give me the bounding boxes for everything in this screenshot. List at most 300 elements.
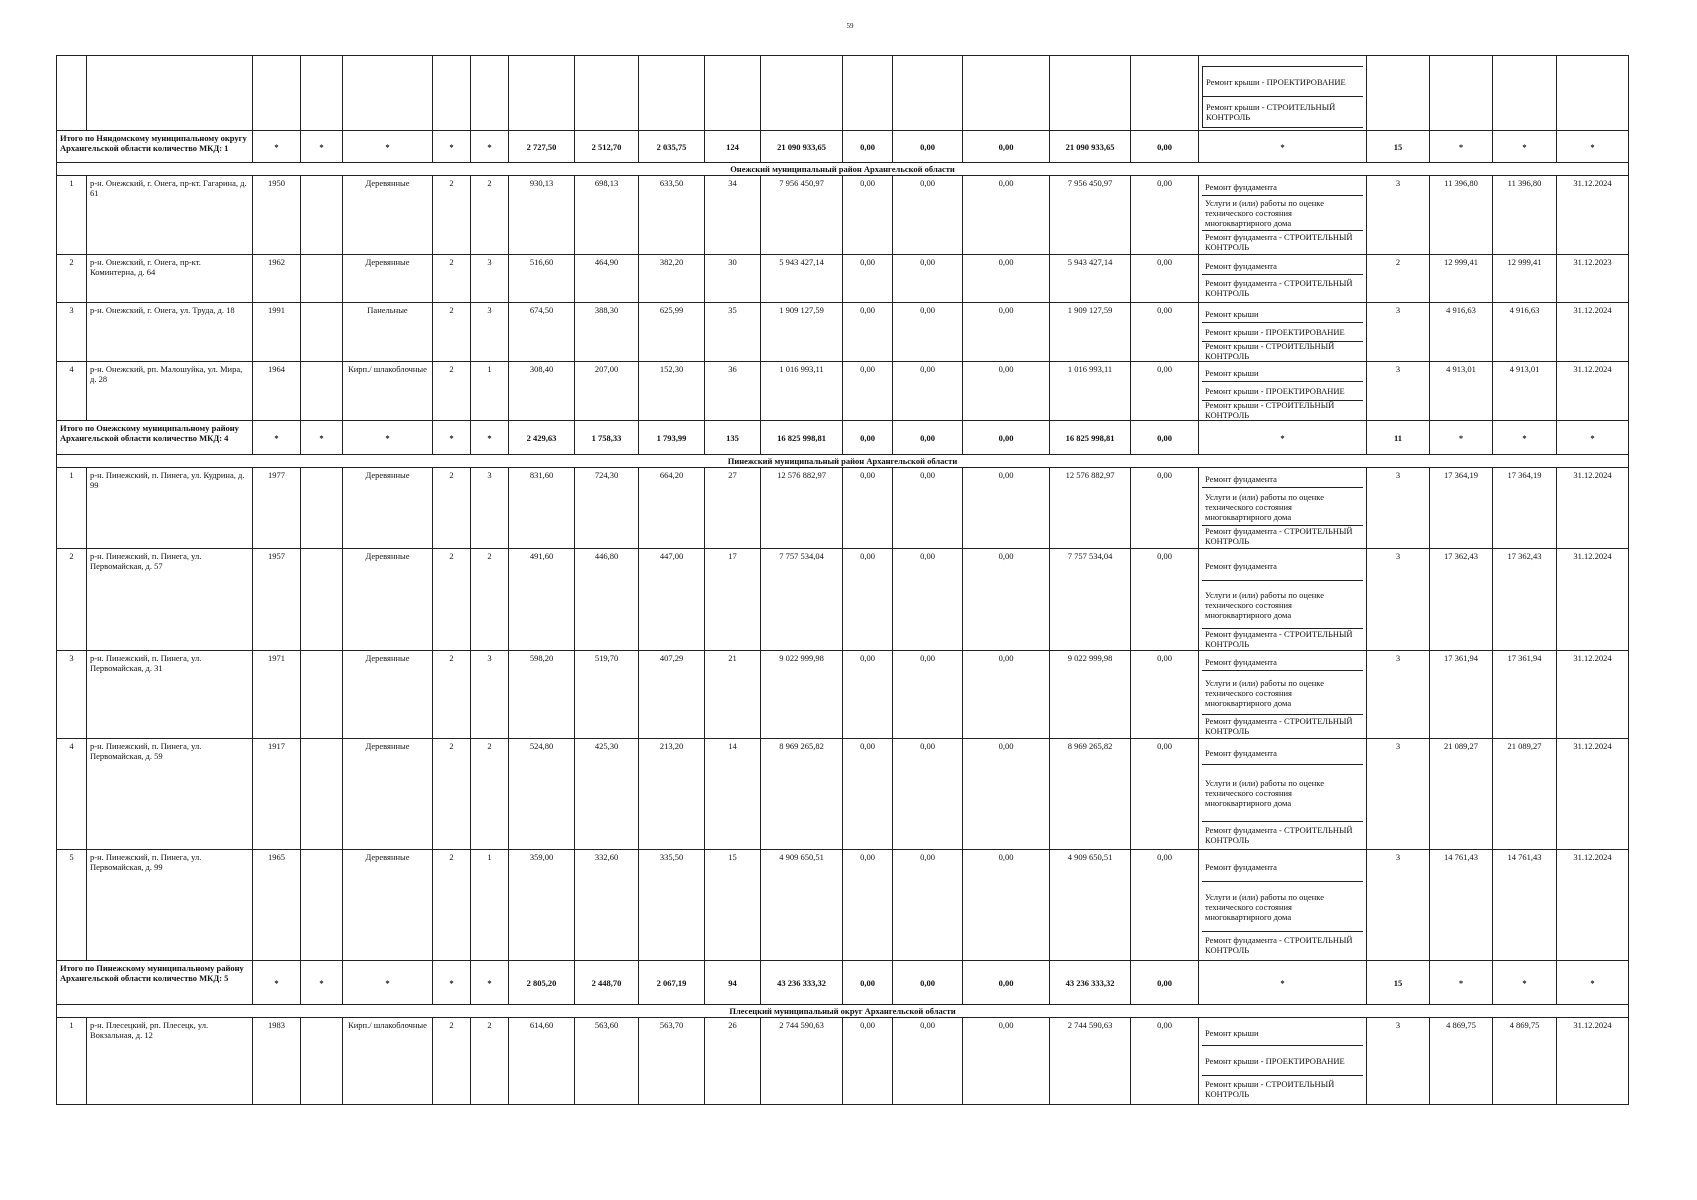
unit-cost: 12 999,41	[1430, 255, 1493, 303]
unit-cost: 21 089,27	[1430, 739, 1493, 850]
work-item: Ремонт фундамента - СТРОИТЕЛЬНЫЙ КОНТРОЛЬ	[1205, 824, 1353, 845]
wall-material: Кирп./ шлакоблочные	[343, 362, 433, 421]
empty-cell	[301, 255, 343, 303]
total-works: *	[1199, 421, 1367, 455]
total-star: *	[471, 421, 509, 455]
area-premises: 464,90	[575, 255, 639, 303]
works-cell	[1199, 850, 1367, 961]
total-area-premises: 1 758,33	[575, 421, 639, 455]
area-living: 335,50	[639, 850, 705, 961]
total-star: *	[1557, 131, 1629, 163]
f4: 7 956 450,97	[1050, 176, 1131, 255]
empty-cell	[1050, 56, 1131, 131]
total-count: 15	[1367, 961, 1430, 1005]
residents: 15	[705, 850, 761, 961]
total-residents: 135	[705, 421, 761, 455]
area-total: 491,60	[509, 549, 575, 651]
total-f4: 16 825 998,81	[1050, 421, 1131, 455]
completion-date: 31.12.2024	[1557, 303, 1629, 362]
f1: 0,00	[843, 468, 893, 549]
cost: 2 744 590,63	[761, 1018, 843, 1105]
work-item: Услуги и (или) работы по оценке технического состояния многоквартирного дома	[1202, 765, 1363, 822]
build-year: 1991	[253, 303, 301, 362]
f2: 0,00	[893, 549, 963, 651]
total-f3: 0,00	[963, 131, 1050, 163]
area-premises: 332,60	[575, 850, 639, 961]
works-cell	[1199, 549, 1367, 651]
unit-cost-limit: 17 361,94	[1493, 651, 1557, 739]
empty-cell	[1367, 56, 1430, 131]
area-living: 447,00	[639, 549, 705, 651]
f2: 0,00	[893, 303, 963, 362]
address: р-н. Пинежский, п. Пинега, ул. Первомайская, д. 57	[87, 549, 253, 651]
empty-cell	[57, 56, 87, 131]
entrances: 2	[471, 739, 509, 850]
f5: 0,00	[1131, 739, 1199, 850]
total-f5: 0,00	[1131, 421, 1199, 455]
completion-date: 31.12.2024	[1557, 850, 1629, 961]
f1: 0,00	[843, 303, 893, 362]
entrances: 1	[471, 362, 509, 421]
completion-date: 31.12.2024	[1557, 739, 1629, 850]
area-living: 152,30	[639, 362, 705, 421]
entrances: 2	[471, 176, 509, 255]
work-item: Ремонт крыши - ПРОЕКТИРОВАНИЕ	[1202, 1046, 1363, 1076]
wall-material: Деревянные	[343, 176, 433, 255]
total-f3: 0,00	[963, 961, 1050, 1005]
floors: 2	[433, 255, 471, 303]
unit-cost: 17 361,94	[1430, 651, 1493, 739]
area-living: 407,29	[639, 651, 705, 739]
f4: 5 943 427,14	[1050, 255, 1131, 303]
area-premises: 446,80	[575, 549, 639, 651]
section-header-row	[57, 1005, 1629, 1018]
works-cell	[1199, 303, 1367, 362]
works-count: 3	[1367, 1018, 1430, 1105]
f2: 0,00	[893, 1018, 963, 1105]
floors: 2	[433, 362, 471, 421]
area-total: 930,13	[509, 176, 575, 255]
f2: 0,00	[893, 255, 963, 303]
section-header-row	[57, 455, 1629, 468]
build-year: 1957	[253, 549, 301, 651]
works-list	[1202, 66, 1363, 128]
empty-cell	[509, 56, 575, 131]
empty-cell	[301, 651, 343, 739]
total-residents: 94	[705, 961, 761, 1005]
residents: 34	[705, 176, 761, 255]
f1: 0,00	[843, 176, 893, 255]
total-works: *	[1199, 131, 1367, 163]
row-number: 3	[57, 651, 87, 739]
total-star: *	[1493, 961, 1557, 1005]
works-count: 3	[1367, 468, 1430, 549]
area-premises: 563,60	[575, 1018, 639, 1105]
house-row	[57, 1018, 1629, 1105]
area-premises: 425,30	[575, 739, 639, 850]
empty-cell	[87, 56, 253, 131]
empty-cell	[301, 468, 343, 549]
f1: 0,00	[843, 651, 893, 739]
address: р-н. Онежский, рп. Малошуйка, ул. Мира, д. 28	[87, 362, 253, 421]
total-area-premises: 2 448,70	[575, 961, 639, 1005]
total-star: *	[1430, 421, 1493, 455]
works-count: 3	[1367, 850, 1430, 961]
total-f4: 21 090 933,65	[1050, 131, 1131, 163]
work-item: Ремонт фундамента	[1202, 852, 1363, 882]
total-row	[57, 961, 1629, 1005]
total-star: *	[1557, 961, 1629, 1005]
total-star: *	[1557, 421, 1629, 455]
house-row	[57, 549, 1629, 651]
entrances: 2	[471, 549, 509, 651]
f5: 0,00	[1131, 1018, 1199, 1105]
entrances: 2	[471, 1018, 509, 1105]
total-star: *	[471, 131, 509, 163]
works-cell	[1199, 651, 1367, 739]
entrances: 1	[471, 850, 509, 961]
cost: 7 757 534,04	[761, 549, 843, 651]
row-number: 3	[57, 303, 87, 362]
house-row	[57, 739, 1629, 850]
row-number: 5	[57, 850, 87, 961]
completion-date: 31.12.2024	[1557, 468, 1629, 549]
work-item: Услуги и (или) работы по оценке технического состояния многоквартирного дома	[1202, 196, 1363, 231]
cost: 12 576 882,97	[761, 468, 843, 549]
empty-cell	[471, 56, 509, 131]
row-number: 2	[57, 255, 87, 303]
empty-cell	[301, 1018, 343, 1105]
wall-material: Деревянные	[343, 739, 433, 850]
works-cell	[1199, 1018, 1367, 1105]
empty-cell	[1430, 56, 1493, 131]
build-year: 1962	[253, 255, 301, 303]
total-star: *	[433, 961, 471, 1005]
f1: 0,00	[843, 362, 893, 421]
unit-cost-limit: 12 999,41	[1493, 255, 1557, 303]
house-row	[57, 850, 1629, 961]
total-f1: 0,00	[843, 421, 893, 455]
total-area-premises: 2 512,70	[575, 131, 639, 163]
work-item: Ремонт крыши - СТРОИТЕЛЬНЫЙ КОНТРОЛЬ	[1205, 1079, 1335, 1099]
area-total: 308,40	[509, 362, 575, 421]
f1: 0,00	[843, 1018, 893, 1105]
f2: 0,00	[893, 362, 963, 421]
work-item: Услуги и (или) работы по оценке технического состояния многоквартирного дома	[1202, 488, 1363, 526]
total-label: Итого по Няндомскому муниципальному округу Архангельской области количество МКД: 1	[57, 131, 253, 163]
floors: 2	[433, 468, 471, 549]
total-f1: 0,00	[843, 961, 893, 1005]
works-count: 3	[1367, 362, 1430, 421]
area-total: 614,60	[509, 1018, 575, 1105]
area-living: 382,20	[639, 255, 705, 303]
total-star: *	[343, 961, 433, 1005]
residents: 27	[705, 468, 761, 549]
total-star: *	[471, 961, 509, 1005]
row-number: 4	[57, 739, 87, 850]
work-item: Ремонт крыши - СТРОИТЕЛЬНЫЙ КОНТРОЛЬ	[1205, 399, 1335, 420]
work-item: Услуги и (или) работы по оценке технического состояния многоквартирного дома	[1202, 581, 1363, 629]
f3: 0,00	[963, 468, 1050, 549]
f1: 0,00	[843, 549, 893, 651]
empty-cell	[301, 56, 343, 131]
section-header-row	[57, 163, 1629, 176]
entrances: 3	[471, 468, 509, 549]
area-total: 524,80	[509, 739, 575, 850]
unit-cost: 17 362,43	[1430, 549, 1493, 651]
area-living: 625,99	[639, 303, 705, 362]
work-item: Ремонт фундамента - СТРОИТЕЛЬНЫЙ КОНТРОЛЬ	[1205, 715, 1353, 736]
work-item: Ремонт крыши - СТРОИТЕЛЬНЫЙ КОНТРОЛЬ	[1206, 102, 1336, 122]
work-item: Ремонт крыши - СТРОИТЕЛЬНЫЙ КОНТРОЛЬ	[1205, 340, 1335, 361]
row-number: 4	[57, 362, 87, 421]
work-item: Ремонт фундамента	[1202, 470, 1363, 488]
build-year: 1971	[253, 651, 301, 739]
house-row	[57, 303, 1629, 362]
f3: 0,00	[963, 176, 1050, 255]
f5: 0,00	[1131, 468, 1199, 549]
total-star: *	[343, 131, 433, 163]
unit-cost: 4 869,75	[1430, 1018, 1493, 1105]
total-area-living: 2 035,75	[639, 131, 705, 163]
total-f2: 0,00	[893, 421, 963, 455]
f4: 7 757 534,04	[1050, 549, 1131, 651]
register-sheet	[56, 55, 1629, 1105]
work-item: Ремонт крыши - ПРОЕКТИРОВАНИЕ	[1203, 67, 1363, 97]
wall-material: Кирп./ шлакоблочные	[343, 1018, 433, 1105]
empty-cell	[301, 303, 343, 362]
f1: 0,00	[843, 850, 893, 961]
total-area-total: 2 805,20	[509, 961, 575, 1005]
area-total: 674,50	[509, 303, 575, 362]
row-number: 1	[57, 176, 87, 255]
house-row	[57, 362, 1629, 421]
total-row	[57, 131, 1629, 163]
page-number: 59	[846, 22, 854, 30]
total-f5: 0,00	[1131, 131, 1199, 163]
residents: 26	[705, 1018, 761, 1105]
work-item: Услуги и (или) работы по оценке технического состояния многоквартирного дома	[1202, 882, 1363, 932]
works-count: 3	[1367, 549, 1430, 651]
total-star: *	[1430, 961, 1493, 1005]
total-star: *	[253, 421, 301, 455]
total-star: *	[343, 421, 433, 455]
entrances: 3	[471, 651, 509, 739]
f4: 2 744 590,63	[1050, 1018, 1131, 1105]
unit-cost: 4 913,01	[1430, 362, 1493, 421]
f3: 0,00	[963, 1018, 1050, 1105]
build-year: 1965	[253, 850, 301, 961]
work-item: Ремонт фундамента - СТРОИТЕЛЬНЫЙ КОНТРОЛЬ	[1205, 628, 1353, 649]
house-row	[57, 255, 1629, 303]
residents: 17	[705, 549, 761, 651]
section-title: Плесецкий муниципальный округ Архангельской области	[57, 1005, 1629, 1018]
total-star: *	[253, 131, 301, 163]
total-cost: 43 236 333,32	[761, 961, 843, 1005]
works-count: 2	[1367, 255, 1430, 303]
unit-cost-limit: 21 089,27	[1493, 739, 1557, 850]
f1: 0,00	[843, 739, 893, 850]
unit-cost-limit: 17 364,19	[1493, 468, 1557, 549]
total-residents: 124	[705, 131, 761, 163]
area-total: 598,20	[509, 651, 575, 739]
total-star: *	[301, 961, 343, 1005]
address: р-н. Пинежский, п. Пинега, ул. Первомайская, д. 31	[87, 651, 253, 739]
unit-cost-limit: 14 761,43	[1493, 850, 1557, 961]
area-premises: 207,00	[575, 362, 639, 421]
f4: 4 909 650,51	[1050, 850, 1131, 961]
address: р-н. Пинежский, п. Пинега, ул. Первомайская, д. 59	[87, 739, 253, 850]
f3: 0,00	[963, 303, 1050, 362]
works-cell	[1199, 255, 1367, 303]
wall-material: Деревянные	[343, 651, 433, 739]
works-cell	[1199, 56, 1367, 131]
cost: 9 022 999,98	[761, 651, 843, 739]
empty-cell	[343, 56, 433, 131]
f1: 0,00	[843, 255, 893, 303]
work-item: Ремонт фундамента	[1202, 178, 1363, 196]
total-star: *	[433, 131, 471, 163]
unit-cost: 11 396,80	[1430, 176, 1493, 255]
empty-cell	[1557, 56, 1629, 131]
area-living: 664,20	[639, 468, 705, 549]
area-premises: 724,30	[575, 468, 639, 549]
house-row	[57, 176, 1629, 255]
wall-material: Деревянные	[343, 255, 433, 303]
total-f4: 43 236 333,32	[1050, 961, 1131, 1005]
wall-material: Панельные	[343, 303, 433, 362]
work-item: Ремонт крыши - ПРОЕКТИРОВАНИЕ	[1202, 323, 1363, 342]
f2: 0,00	[893, 739, 963, 850]
f5: 0,00	[1131, 255, 1199, 303]
row-number: 1	[57, 1018, 87, 1105]
residents: 21	[705, 651, 761, 739]
area-premises: 519,70	[575, 651, 639, 739]
floors: 2	[433, 549, 471, 651]
works-cell	[1199, 176, 1367, 255]
entrances: 3	[471, 303, 509, 362]
f2: 0,00	[893, 176, 963, 255]
total-works: *	[1199, 961, 1367, 1005]
work-item: Ремонт фундамента	[1202, 551, 1363, 581]
cost: 8 969 265,82	[761, 739, 843, 850]
work-item: Ремонт фундамента - СТРОИТЕЛЬНЫЙ КОНТРОЛЬ	[1205, 231, 1353, 252]
cost: 7 956 450,97	[761, 176, 843, 255]
total-star: *	[1430, 131, 1493, 163]
works-cell	[1199, 362, 1367, 421]
area-premises: 698,13	[575, 176, 639, 255]
floors: 2	[433, 176, 471, 255]
entrances: 3	[471, 255, 509, 303]
total-star: *	[1493, 131, 1557, 163]
total-count: 11	[1367, 421, 1430, 455]
works-count: 3	[1367, 651, 1430, 739]
section-title: Онежский муниципальный район Архангельской области	[57, 163, 1629, 176]
area-living: 213,20	[639, 739, 705, 850]
work-item: Ремонт фундамента	[1202, 741, 1363, 765]
total-area-total: 2 727,50	[509, 131, 575, 163]
f4: 8 969 265,82	[1050, 739, 1131, 850]
unit-cost-limit: 4 913,01	[1493, 362, 1557, 421]
f5: 0,00	[1131, 850, 1199, 961]
f5: 0,00	[1131, 362, 1199, 421]
unit-cost: 17 364,19	[1430, 468, 1493, 549]
empty-cell	[301, 739, 343, 850]
total-f2: 0,00	[893, 131, 963, 163]
f5: 0,00	[1131, 303, 1199, 362]
total-count: 15	[1367, 131, 1430, 163]
f3: 0,00	[963, 362, 1050, 421]
works-count: 3	[1367, 303, 1430, 362]
floors: 2	[433, 1018, 471, 1105]
work-item: Услуги и (или) работы по оценке технического состояния многоквартирного дома	[1202, 671, 1363, 715]
area-total: 516,60	[509, 255, 575, 303]
residents: 30	[705, 255, 761, 303]
empty-cell	[639, 56, 705, 131]
area-total: 831,60	[509, 468, 575, 549]
empty-cell	[433, 56, 471, 131]
completion-date: 31.12.2024	[1557, 549, 1629, 651]
address: р-н. Пинежский, п. Пинега, ул. Первомайская, д. 99	[87, 850, 253, 961]
work-item: Ремонт фундамента - СТРОИТЕЛЬНЫЙ КОНТРОЛЬ	[1205, 935, 1353, 955]
f3: 0,00	[963, 549, 1050, 651]
floors: 2	[433, 651, 471, 739]
empty-cell	[893, 56, 963, 131]
works-count: 3	[1367, 176, 1430, 255]
f2: 0,00	[893, 850, 963, 961]
unit-cost-limit: 17 362,43	[1493, 549, 1557, 651]
continuation-row	[57, 56, 1629, 131]
unit-cost: 14 761,43	[1430, 850, 1493, 961]
work-item: Ремонт фундамента	[1202, 257, 1363, 275]
total-star: *	[1493, 421, 1557, 455]
empty-cell	[705, 56, 761, 131]
empty-cell	[301, 176, 343, 255]
total-f5: 0,00	[1131, 961, 1199, 1005]
house-row	[57, 468, 1629, 549]
floors: 2	[433, 303, 471, 362]
work-item: Ремонт крыши - ПРОЕКТИРОВАНИЕ	[1202, 382, 1363, 401]
works-spacer	[1202, 58, 1363, 66]
area-living: 633,50	[639, 176, 705, 255]
cost: 1 016 993,11	[761, 362, 843, 421]
f4: 1 016 993,11	[1050, 362, 1131, 421]
works-cell	[1199, 468, 1367, 549]
total-label: Итого по Пинежскому муниципальному району Архангельской области количество МКД: 5	[57, 961, 253, 1005]
f3: 0,00	[963, 739, 1050, 850]
area-living: 563,70	[639, 1018, 705, 1105]
area-total: 359,00	[509, 850, 575, 961]
total-f3: 0,00	[963, 421, 1050, 455]
empty-cell	[575, 56, 639, 131]
f3: 0,00	[963, 651, 1050, 739]
f4: 1 909 127,59	[1050, 303, 1131, 362]
wall-material: Деревянные	[343, 468, 433, 549]
work-item: Ремонт крыши	[1202, 364, 1363, 382]
empty-cell	[301, 850, 343, 961]
build-year: 1950	[253, 176, 301, 255]
empty-cell	[301, 362, 343, 421]
unit-cost: 4 916,63	[1430, 303, 1493, 362]
build-year: 1983	[253, 1018, 301, 1105]
residents: 35	[705, 303, 761, 362]
house-row	[57, 651, 1629, 739]
build-year: 1964	[253, 362, 301, 421]
total-area-total: 2 429,63	[509, 421, 575, 455]
work-item: Ремонт крыши	[1202, 305, 1363, 323]
floors: 2	[433, 850, 471, 961]
f5: 0,00	[1131, 176, 1199, 255]
